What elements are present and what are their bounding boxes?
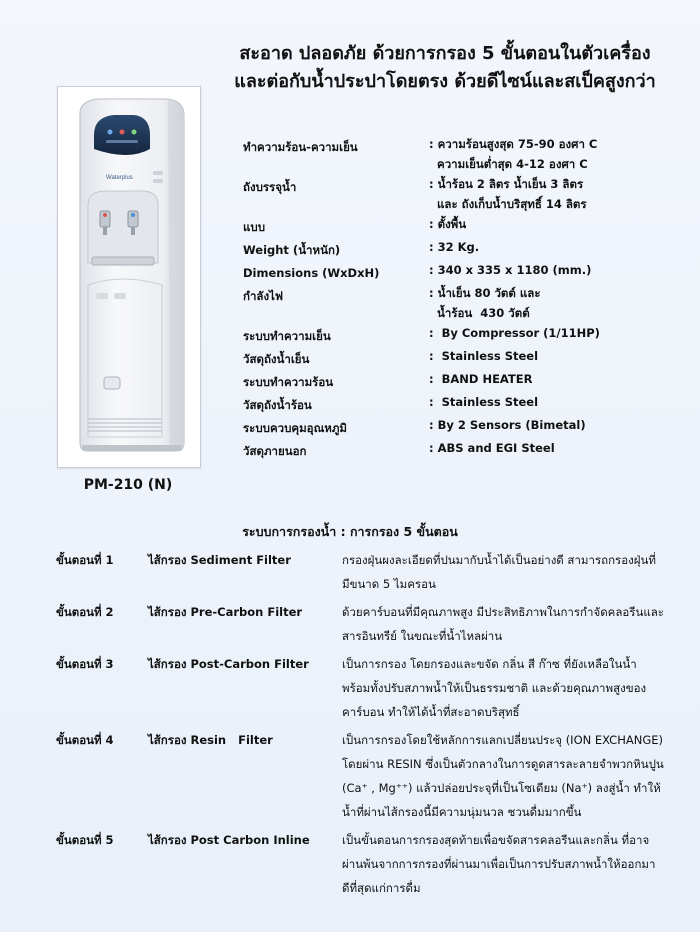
spec-value-line: : 340 x 335 x 1180 (mm.) [429,263,592,277]
spec-label-text: ระบบทำความเย็น [243,329,331,343]
spec-value-line: : By 2 Sensors (Bimetal) [429,418,586,432]
step-description-line: พร้อมทั้งปรับสภาพน้ำให้เป็นธรรมชาติ และด้วยคุณภาพสูงของ [342,681,647,695]
step-description-line: สารอินทรีย์ ในขณะที่น้ำไหลผ่าน [342,629,503,643]
spec-row [243,237,683,260]
filter-steps [56,548,686,904]
spec-label [243,237,429,260]
spec-value [429,369,683,392]
step-description-line: โดยผ่าน RESIN ซึ่งเป็นตัวกลางในการดูดสารละลายจำพวกหินปูน [342,757,664,771]
spec-value [429,438,683,461]
spec-label-text: วัสดุถังน้ำร้อน [243,398,312,412]
spec-label-text: ทำความร้อน-ความเย็น [243,140,358,154]
spec-row [243,346,683,369]
spec-value-line: : ABS and EGI Steel [429,441,555,455]
product-model: PM-210 (N) [83,477,173,493]
step-description-line: ผ่านพ้นจากการกรองที่ผ่านมาเพื่อเป็นการปรับสภาพน้ำให้ออกมา [342,857,656,871]
spec-row [243,283,683,323]
spec-value [429,392,683,415]
spec-row [243,323,683,346]
spec-value [429,214,683,237]
spec-row [243,134,683,174]
step-number: ขั้นตอนที่ 5 [56,833,114,847]
step-description-line: เป็นการกรอง โดยกรองและขจัด กลิ่น สี ก๊าซ ที่ยังเหลือในน้ำ [342,657,637,671]
water-dispenser-image [58,87,200,467]
spec-label-text: Dimensions (WxDxH) [243,266,380,280]
product-photo [57,86,201,468]
spec-value [429,323,683,346]
filter-step [56,548,686,596]
spec-value-line: : By Compressor (1/11HP) [429,326,600,340]
headline-line-2: และต่อกับน้ำประปาโดยตรง ด้วยดีไซน์และสเป็คสูงกว่า [234,71,656,92]
spec-row [243,392,683,415]
step-description [342,728,686,824]
spec-label-text: กำลังไฟ [243,289,284,303]
step-filter-name: ไส้กรอง Resin Filter [148,733,273,747]
spec-label [243,323,429,346]
step-description-line: กรองฝุ่นผงละเอียดที่ปนมากับน้ำได้เป็นอย่างดี สามารถกรองฝุ่นที่ [342,553,656,567]
headline [210,40,680,96]
spec-value [429,134,683,174]
spec-value-line: น้ำร้อน 430 วัตต์ [429,306,530,320]
filter-step [56,652,686,724]
step-description [342,828,686,900]
brand-label: Waterplus [106,175,133,181]
spec-value-line: : Stainless Steel [429,349,539,363]
step-description-line: ดีที่สุดแก่การดื่ม [342,881,421,895]
step-number: ขั้นตอนที่ 2 [56,605,114,619]
step-number: ขั้นตอนที่ 4 [56,733,114,747]
spec-value-line: ความเย็นต่ำสุด 4-12 องศา C [429,157,588,171]
spec-table [243,134,683,461]
step-filter-name: ไส้กรอง Post Carbon Inline [148,833,310,847]
spec-label [243,346,429,369]
spec-label [243,369,429,392]
step-description-line: น้ำที่ผ่านไส้กรองนี้มีความนุ่มนวล ชวนดื่มมากขึ้น [342,805,582,819]
spec-value-line: : ความร้อนสูงสุด 75-90 องศา C [429,137,598,151]
spec-value [429,174,683,214]
spec-value-line: และ ถังเก็บน้ำบริสุทธิ์ 14 ลิตร [429,197,587,211]
spec-value-line: : 32 Kg. [429,240,480,254]
spec-label-text: ระบบควบคุมอุณหภูมิ [243,421,347,435]
spec-label [243,134,429,174]
step-description [342,652,686,724]
spec-label [243,415,429,438]
spec-value-line: : น้ำร้อน 2 ลิตร น้ำเย็น 3 ลิตร [429,177,584,191]
filter-step [56,600,686,648]
step-description-line: เป็นการกรองโดยใช้หลักการแลกเปลี่ยนประจุ (ION EXCHANGE) [342,733,663,747]
spec-value [429,237,683,260]
spec-label-text: แบบ [243,220,266,234]
filter-step [56,728,686,824]
filter-section-title: ระบบการกรองน้ำ : การกรอง 5 ขั้นตอน [242,524,458,539]
step-number: ขั้นตอนที่ 1 [56,553,114,567]
spec-value [429,260,683,283]
spec-value-line: : ตั้งพื้น [429,217,467,231]
spec-label-text: ระบบทำความร้อน [243,375,334,389]
step-filter-name: ไส้กรอง Post-Carbon Filter [148,657,309,671]
spec-value-line: : BAND HEATER [429,372,533,386]
spec-row [243,369,683,392]
spec-label-text: ถังบรรจุน้ำ [243,180,297,194]
spec-label-text: Weight (น้ำหนัก) [243,243,341,257]
headline-line-1: สะอาด ปลอดภัย ด้วยการกรอง 5 ขั้นตอนในตัวเครื่อง [239,43,651,64]
step-filter-name: ไส้กรอง Pre-Carbon Filter [148,605,303,619]
step-description [342,600,686,648]
filter-step [56,828,686,900]
spec-value [429,346,683,369]
spec-row [243,415,683,438]
indicator-light-icon [108,130,113,135]
step-filter-name: ไส้กรอง Sediment Filter [148,553,291,567]
step-description-line: ด้วยคาร์บอนที่มีคุณภาพสูง มีประสิทธิภาพในการกำจัดคลอรีนและ [342,605,664,619]
spec-label [243,214,429,237]
spec-value-line: : Stainless Steel [429,395,539,409]
spec-label [243,392,429,415]
spec-row [243,260,683,283]
spec-label-text: วัสดุภายนอก [243,444,307,458]
spec-label [243,283,429,323]
spec-value-line: : น้ำเย็น 80 วัตต์ และ [429,286,541,300]
spec-value [429,283,683,323]
step-description-line: คาร์บอน ทำให้ได้น้ำที่สะอาดบริสุทธิ์ [342,705,520,719]
step-description [342,548,686,596]
spec-row [243,174,683,214]
step-description-line: (Ca⁺ , Mg⁺⁺) แล้วปล่อยประจุที่เป็นโซเดียม (Na⁺) ลงสู่น้ำ ทำให้ [342,781,661,795]
spec-label [243,260,429,283]
spec-label [243,174,429,214]
spec-label [243,438,429,461]
step-description-line: เป็นขั้นตอนการกรองสุดท้ายเพื่อขจัดสารคลอรีนและกลิ่น ที่อาจ [342,833,650,847]
spec-value [429,415,683,438]
spec-row [243,214,683,237]
step-description-line: มีขนาด 5 ไมครอน [342,577,436,591]
step-number: ขั้นตอนที่ 3 [56,657,114,671]
spec-label-text: วัสดุถังน้ำเย็น [243,352,310,366]
spec-row [243,438,683,461]
